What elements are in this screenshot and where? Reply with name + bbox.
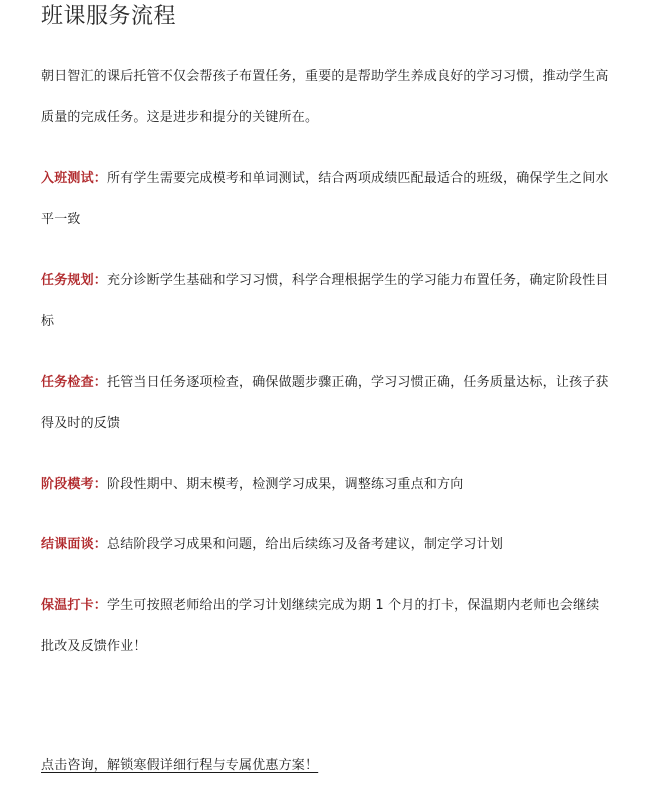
- step-label: 任务检查：: [41, 375, 108, 390]
- consult-link[interactable]: 点击咨询，解锁寒假详细行程与专属优惠方案！: [41, 758, 319, 773]
- step-text: 阶段性期中、期末模考，检测学习成果，调整练习重点和方向: [107, 477, 464, 492]
- step-text: 所有学生需要完成模考和单词测试，结合两项成绩匹配最适合的班级，确保学生之间水平一致: [41, 171, 609, 227]
- step-label: 任务规划：: [41, 273, 108, 288]
- step-placement-test: [41, 158, 611, 240]
- step-label: 入班测试：: [41, 171, 108, 186]
- step-task-check: [41, 362, 611, 444]
- step-label: 保温打卡：: [41, 598, 108, 613]
- step-text: 托管当日任务逐项检查，确保做题步骤正确，学习习惯正确，任务质量达标，让孩子获得及时的反馈: [41, 375, 609, 431]
- step-task-planning: [41, 260, 611, 342]
- step-text: 总结阶段学习成果和问题，给出后续练习及备考建议，制定学习计划: [107, 537, 504, 552]
- step-text: 学生可按照老师给出的学习计划继续完成为期 1 个月的打卡，保温期内老师也会继续批改及反馈作业！: [41, 598, 600, 654]
- intro-paragraph: 朝日智汇的课后托管不仅会帮孩子布置任务，重要的是帮助学生养成良好的学习习惯，推动学生高质量的完成任务。这是进步和提分的关键所在。: [41, 69, 609, 125]
- step-final-interview: [41, 524, 611, 565]
- step-text: 充分诊断学生基础和学习习惯，科学合理根据学生的学习能力布置任务，确定阶段性目标: [41, 273, 609, 329]
- step-label: 结课面谈：: [41, 537, 108, 552]
- step-retention-checkin: [41, 585, 611, 667]
- step-label: 阶段模考：: [41, 477, 108, 492]
- page-title: 班课服务流程: [41, 4, 177, 29]
- step-stage-exam: [41, 464, 611, 505]
